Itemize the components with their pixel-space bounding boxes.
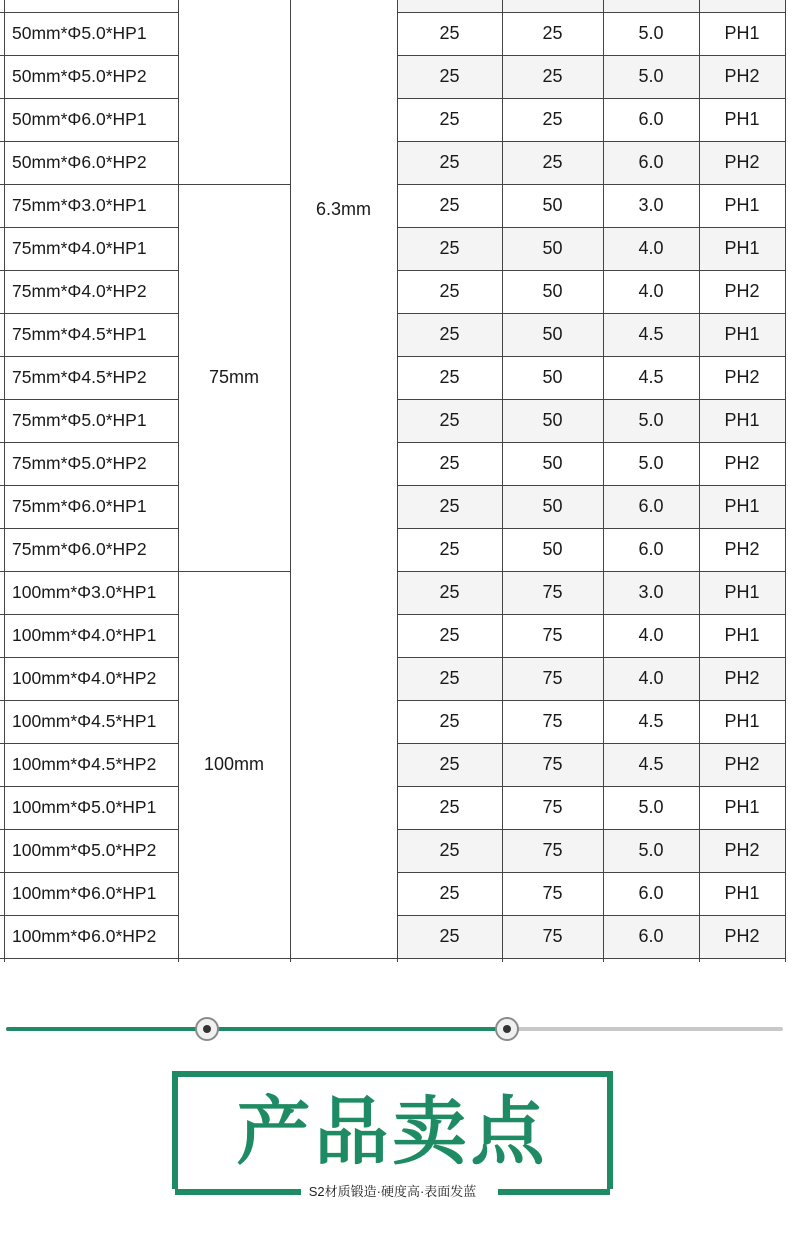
row-rule xyxy=(397,141,785,142)
tip-size-cell: 5.0 xyxy=(603,399,699,442)
dim-b-cell: 50 xyxy=(542,281,563,301)
tip-size-cell: 5.0 xyxy=(638,453,664,473)
dim-b-cell: 50 xyxy=(542,539,563,559)
dim-b-cell: 25 xyxy=(542,23,563,43)
tip-size-cell: 6.0 xyxy=(603,485,699,528)
dim-a-cell: 25 xyxy=(439,625,460,645)
row-rule xyxy=(0,12,178,13)
divider-knob-2 xyxy=(496,1018,518,1040)
dim-b-cell xyxy=(502,0,603,12)
model-cell: 100mm*Φ4.0*HP1 xyxy=(12,625,157,645)
row-rule xyxy=(397,356,785,357)
dim-a-cell: 25 xyxy=(397,657,502,700)
row-rule xyxy=(0,98,178,99)
row-rule xyxy=(0,657,178,658)
tip-size-cell: 4.5 xyxy=(638,711,664,731)
tip-type-cell: PH1 xyxy=(699,485,785,528)
length-cell: 75mm xyxy=(178,184,290,571)
group-rule xyxy=(178,958,290,959)
dim-a-cell: 25 xyxy=(397,915,502,958)
length-cell xyxy=(178,0,290,184)
row-rule xyxy=(0,786,178,787)
tip-size-cell xyxy=(603,0,699,12)
model-cell: 75mm*Φ6.0*HP2 xyxy=(12,539,147,559)
row-rule xyxy=(0,915,178,916)
tip-size-cell: 6.0 xyxy=(603,915,699,958)
tip-type-cell: PH2 xyxy=(724,539,760,559)
dim-a-cell: 25 xyxy=(439,453,460,473)
row-rule xyxy=(397,614,785,615)
tip-size-cell: 4.5 xyxy=(603,313,699,356)
row-rule xyxy=(0,958,178,959)
group-rule xyxy=(290,958,397,959)
dim-a-cell: 25 xyxy=(397,829,502,872)
dim-a-cell: 25 xyxy=(397,485,502,528)
divider-knob-1 xyxy=(196,1018,218,1040)
dim-b-cell: 75 xyxy=(542,797,563,817)
row-rule xyxy=(397,657,785,658)
dim-a-cell: 25 xyxy=(439,883,460,903)
tip-size-cell: 4.5 xyxy=(638,367,664,387)
column-rule xyxy=(178,0,179,962)
tip-type-cell: PH1 xyxy=(699,571,785,614)
row-rule xyxy=(397,98,785,99)
dim-b-cell: 50 xyxy=(502,485,603,528)
row-rule xyxy=(397,700,785,701)
tip-size-cell: 5.0 xyxy=(638,23,664,43)
model-cell: 75mm*Φ5.0*HP1 xyxy=(12,410,147,430)
tip-type-cell: PH2 xyxy=(699,743,785,786)
dim-a-cell: 25 xyxy=(439,195,460,215)
dim-b-cell: 50 xyxy=(542,367,563,387)
dim-b-cell: 25 xyxy=(502,141,603,184)
tip-type-cell: PH2 xyxy=(699,55,785,98)
tip-type-cell: PH2 xyxy=(699,829,785,872)
tip-type-cell: PH1 xyxy=(724,195,760,215)
tip-size-cell: 6.0 xyxy=(638,539,664,559)
tip-size-cell: 4.0 xyxy=(603,657,699,700)
row-rule xyxy=(0,55,178,56)
row-rule xyxy=(397,184,785,185)
tip-type-cell: PH2 xyxy=(699,915,785,958)
selling-points-banner xyxy=(172,1071,613,1198)
row-rule xyxy=(397,915,785,916)
tip-type-cell: PH1 xyxy=(724,883,760,903)
tip-size-cell: 4.0 xyxy=(603,227,699,270)
tip-size-cell: 6.0 xyxy=(638,883,664,903)
tip-size-cell: 6.0 xyxy=(603,141,699,184)
row-rule xyxy=(397,12,785,13)
dim-a-cell: 25 xyxy=(439,367,460,387)
section-divider xyxy=(0,1000,788,1060)
tip-type-cell: PH2 xyxy=(724,367,760,387)
tip-type-cell: PH1 xyxy=(699,399,785,442)
tip-size-cell: 4.5 xyxy=(603,743,699,786)
model-cell: 100mm*Φ5.0*HP2 xyxy=(12,840,157,860)
dim-b-cell: 75 xyxy=(542,883,563,903)
dim-a-cell: 25 xyxy=(439,23,460,43)
row-rule xyxy=(0,313,178,314)
dim-a-cell: 25 xyxy=(397,743,502,786)
tip-type-cell: PH1 xyxy=(699,313,785,356)
row-rule xyxy=(0,829,178,830)
dim-b-cell: 50 xyxy=(502,313,603,356)
column-rule xyxy=(4,0,5,962)
model-cell: 100mm*Φ4.0*HP2 xyxy=(12,668,157,688)
row-rule xyxy=(0,485,178,486)
column-rule xyxy=(290,0,291,962)
group-rule xyxy=(178,571,290,572)
model-cell: 100mm*Φ6.0*HP2 xyxy=(12,926,157,946)
column-rule xyxy=(603,0,604,962)
tip-type-cell: PH1 xyxy=(724,625,760,645)
model-cell: 50mm*Φ6.0*HP2 xyxy=(12,152,147,172)
model-cell: 100mm*Φ4.5*HP1 xyxy=(12,711,157,731)
row-rule xyxy=(0,614,178,615)
model-cell: 100mm*Φ6.0*HP1 xyxy=(12,883,157,903)
model-cell: 75mm*Φ4.0*HP1 xyxy=(12,238,147,258)
tip-type-cell: PH2 xyxy=(699,141,785,184)
model-cell: 75mm*Φ4.5*HP2 xyxy=(12,367,147,387)
dim-a-cell: 25 xyxy=(439,711,460,731)
row-rule xyxy=(397,442,785,443)
tip-type-cell: PH2 xyxy=(699,657,785,700)
row-rule xyxy=(0,700,178,701)
dim-b-cell: 75 xyxy=(502,743,603,786)
dim-b-cell: 50 xyxy=(502,227,603,270)
column-rule xyxy=(785,0,786,962)
model-cell: 75mm*Φ4.0*HP2 xyxy=(12,281,147,301)
dim-b-cell: 25 xyxy=(502,55,603,98)
tip-type-cell: PH1 xyxy=(724,797,760,817)
row-rule xyxy=(0,743,178,744)
dim-b-cell: 50 xyxy=(542,453,563,473)
model-cell: 100mm*Φ4.5*HP2 xyxy=(12,754,157,774)
dim-a-cell: 25 xyxy=(397,571,502,614)
row-rule xyxy=(397,528,785,529)
dim-a-cell: 25 xyxy=(397,55,502,98)
dim-a-cell: 25 xyxy=(439,539,460,559)
tip-size-cell: 5.0 xyxy=(603,55,699,98)
row-rule xyxy=(397,313,785,314)
dim-a-cell: 25 xyxy=(439,109,460,129)
model-cell xyxy=(0,0,178,12)
dim-b-cell: 25 xyxy=(542,109,563,129)
dim-b-cell: 75 xyxy=(542,625,563,645)
length-cell: 100mm xyxy=(178,571,290,958)
row-rule xyxy=(397,55,785,56)
row-rule xyxy=(397,743,785,744)
column-rule xyxy=(699,0,700,962)
shank-cell: 6.3mm xyxy=(290,0,397,418)
subtitle-text: S2材质锻造·硬度高·表面发蓝 xyxy=(301,1184,485,1199)
section-subtitle xyxy=(172,1184,613,1200)
dim-b-cell: 75 xyxy=(502,915,603,958)
tip-size-cell: 4.0 xyxy=(638,281,664,301)
model-cell: 50mm*Φ5.0*HP1 xyxy=(12,23,147,43)
tip-size-cell: 3.0 xyxy=(638,195,664,215)
tip-size-cell: 5.0 xyxy=(638,797,664,817)
row-rule xyxy=(397,485,785,486)
row-rule xyxy=(397,270,785,271)
dim-b-cell: 75 xyxy=(502,829,603,872)
dim-a-cell: 25 xyxy=(397,227,502,270)
row-rule xyxy=(0,571,178,572)
tip-size-cell: 3.0 xyxy=(603,571,699,614)
tip-size-cell: 6.0 xyxy=(638,109,664,129)
model-cell: 50mm*Φ6.0*HP1 xyxy=(12,109,147,129)
row-rule xyxy=(397,872,785,873)
group-rule xyxy=(178,184,290,185)
dim-b-cell: 75 xyxy=(502,571,603,614)
tip-size-cell: 5.0 xyxy=(603,829,699,872)
model-cell: 75mm*Φ6.0*HP1 xyxy=(12,496,147,516)
section-title: 产品卖点 xyxy=(236,1089,549,1175)
model-cell: 100mm*Φ3.0*HP1 xyxy=(12,582,157,602)
row-rule xyxy=(397,786,785,787)
dim-a-cell: 25 xyxy=(397,399,502,442)
row-rule xyxy=(397,399,785,400)
dim-a-cell: 25 xyxy=(397,313,502,356)
row-rule xyxy=(0,528,178,529)
row-rule xyxy=(397,571,785,572)
row-rule xyxy=(0,872,178,873)
column-rule xyxy=(397,0,398,962)
tip-type-cell: PH2 xyxy=(724,281,760,301)
tip-type-cell: PH1 xyxy=(724,109,760,129)
dim-a-cell: 25 xyxy=(397,141,502,184)
dim-a-cell: 25 xyxy=(439,797,460,817)
tip-type-cell: PH1 xyxy=(699,227,785,270)
row-rule xyxy=(0,442,178,443)
row-rule xyxy=(397,829,785,830)
row-rule xyxy=(397,227,785,228)
model-cell: 75mm*Φ3.0*HP1 xyxy=(12,195,147,215)
tip-size-cell: 4.0 xyxy=(638,625,664,645)
row-rule xyxy=(0,227,178,228)
model-cell: 100mm*Φ5.0*HP1 xyxy=(12,797,157,817)
dim-b-cell: 75 xyxy=(542,711,563,731)
tip-type-cell: PH1 xyxy=(724,711,760,731)
column-rule xyxy=(502,0,503,962)
model-cell: 75mm*Φ5.0*HP2 xyxy=(12,453,147,473)
row-rule xyxy=(0,399,178,400)
row-rule xyxy=(0,270,178,271)
tip-type-cell xyxy=(699,0,785,12)
row-rule xyxy=(0,356,178,357)
dim-a-cell: 25 xyxy=(439,281,460,301)
model-cell: 50mm*Φ5.0*HP2 xyxy=(12,66,147,86)
dim-b-cell: 50 xyxy=(502,399,603,442)
dim-b-cell: 50 xyxy=(542,195,563,215)
dim-a-cell xyxy=(397,0,502,12)
row-rule xyxy=(397,958,785,959)
tip-type-cell: PH2 xyxy=(724,453,760,473)
row-rule xyxy=(0,141,178,142)
tip-type-cell: PH1 xyxy=(724,23,760,43)
row-rule xyxy=(0,184,178,185)
dim-b-cell: 75 xyxy=(502,657,603,700)
model-cell: 75mm*Φ4.5*HP1 xyxy=(12,324,147,344)
